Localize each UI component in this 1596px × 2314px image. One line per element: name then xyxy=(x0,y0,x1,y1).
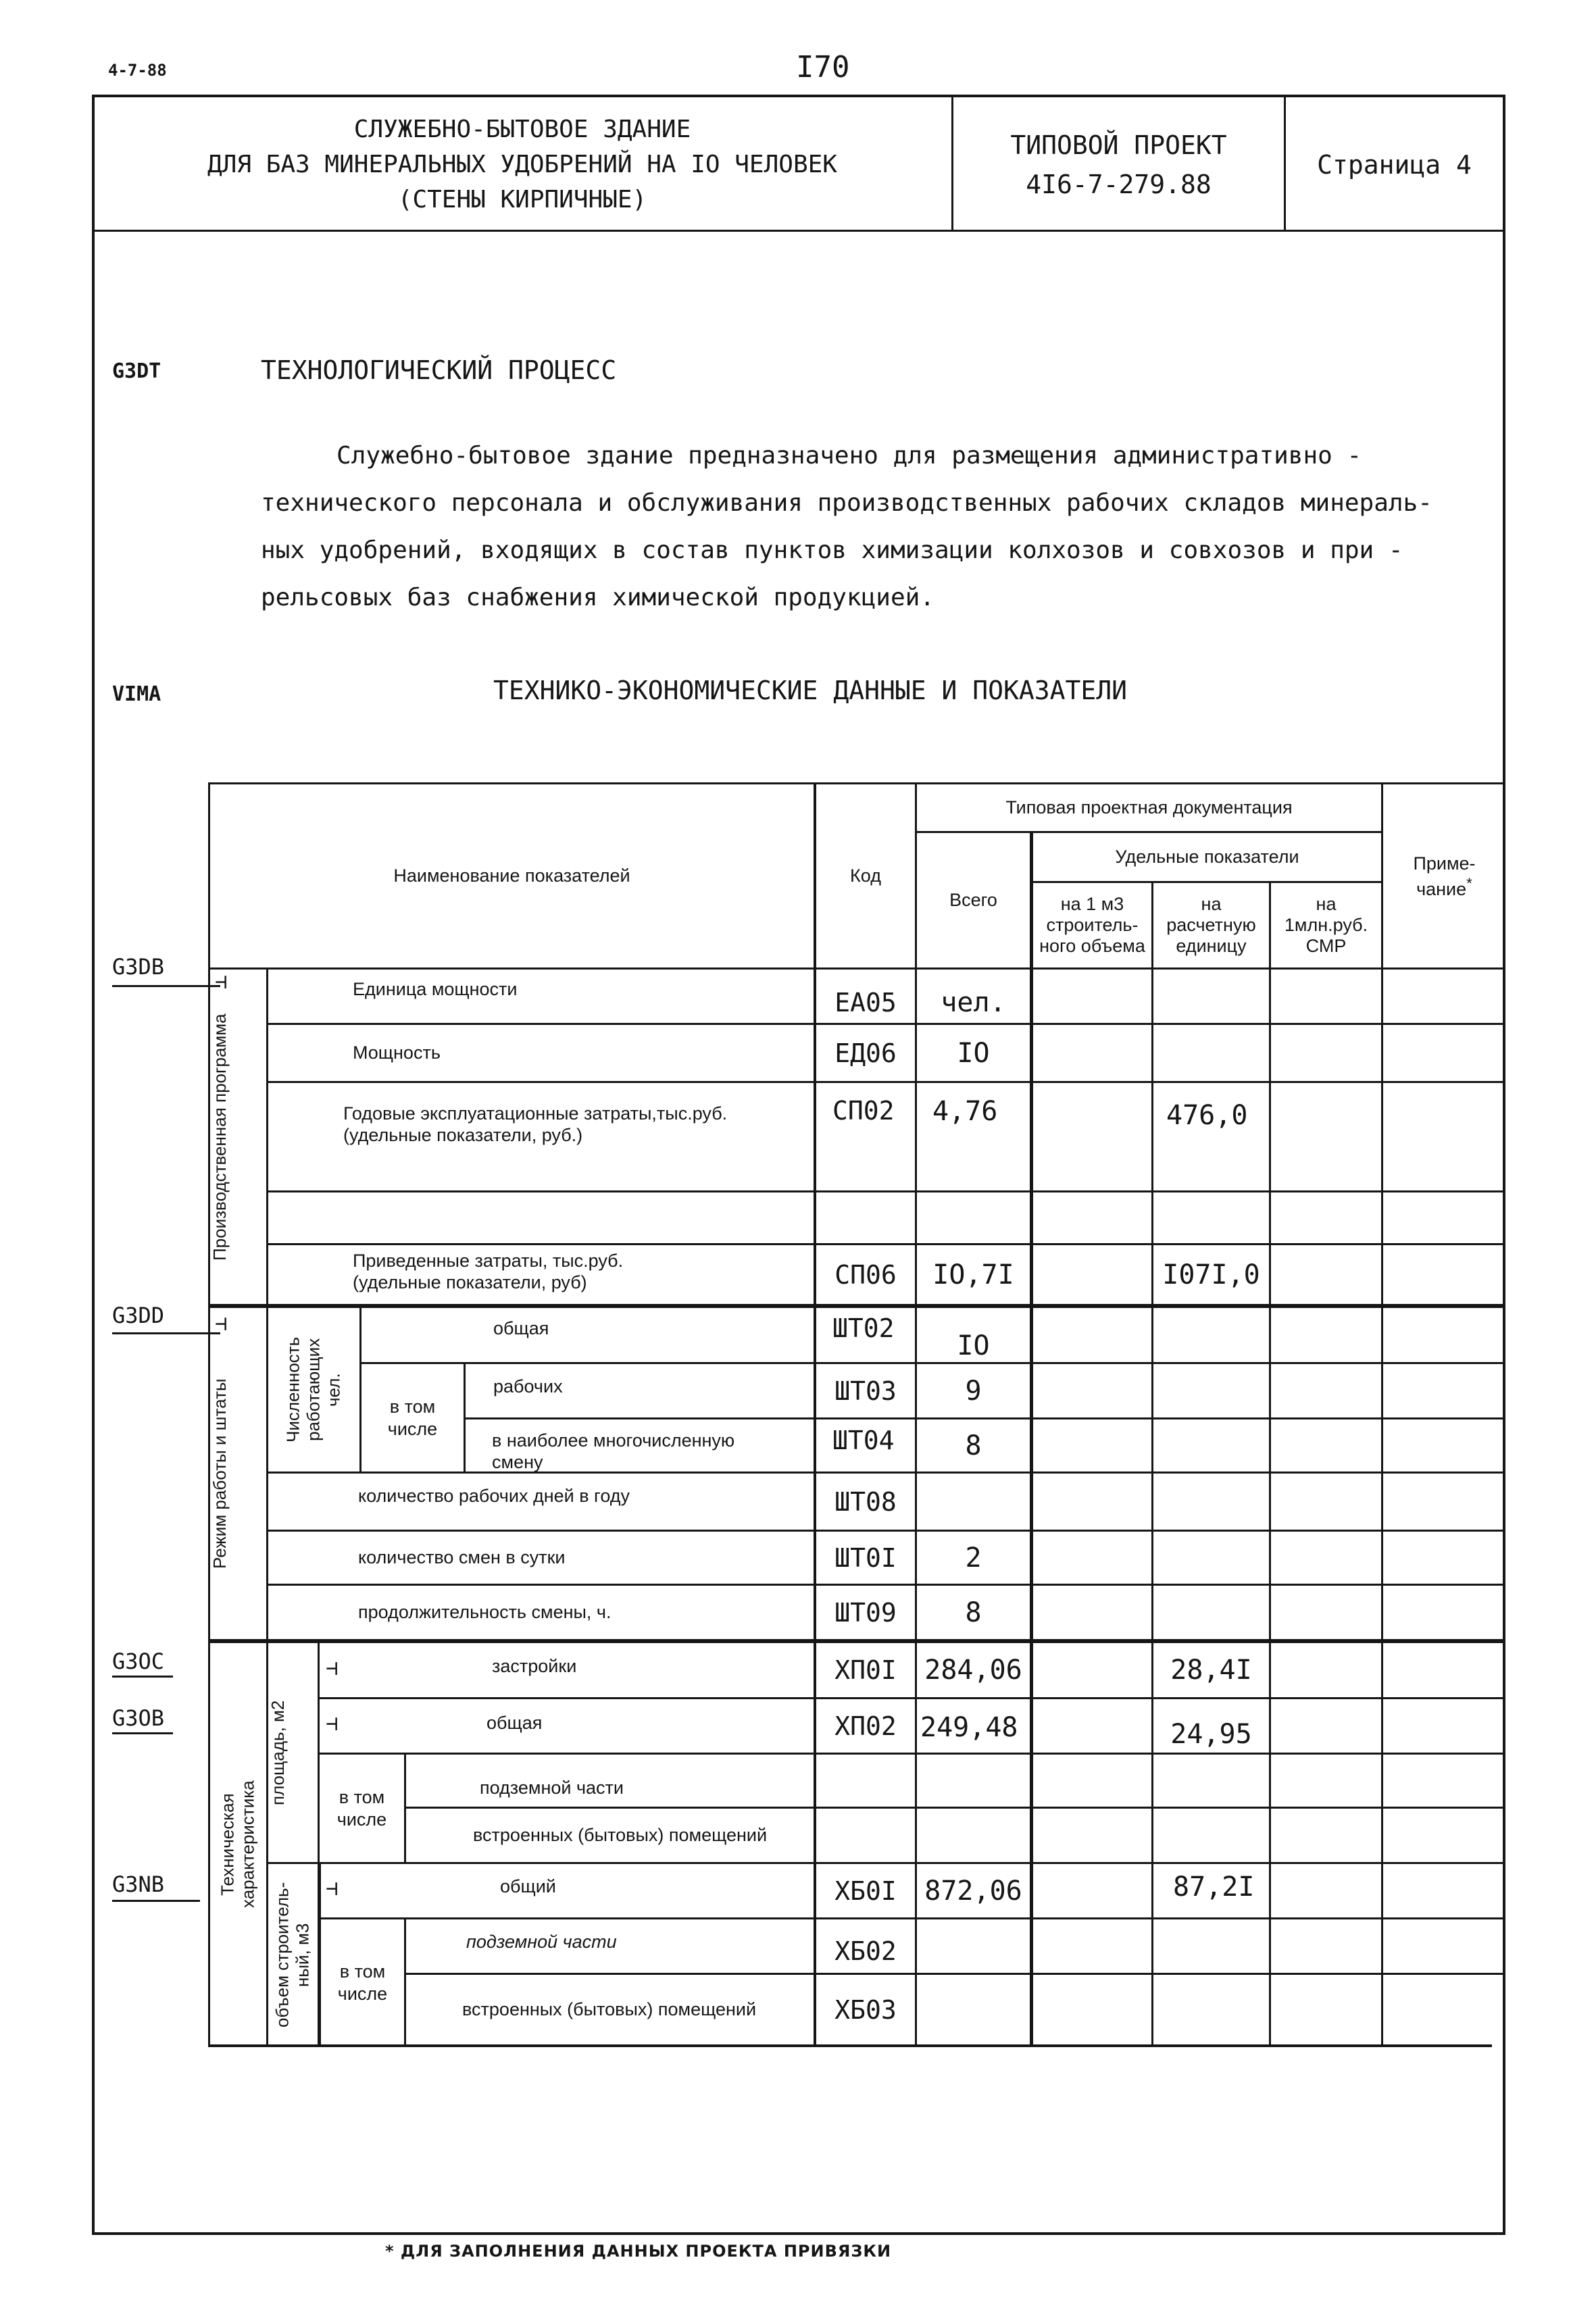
row-name-staff-workers: рабочих xyxy=(493,1376,563,1397)
row-code-staff-shift: ШТ04 xyxy=(832,1426,895,1455)
row-name-annual xyxy=(343,1103,727,1147)
per-unit-line: расчетную xyxy=(1166,914,1256,935)
row-total-staff-total: IО xyxy=(957,1330,990,1361)
per-mln-line: 1млн.руб. xyxy=(1284,914,1368,935)
per-mln-line: на xyxy=(1316,893,1337,914)
page-number: I70 xyxy=(796,50,850,84)
section-code-vima: VIMA xyxy=(112,682,161,706)
row-perunit-vol-total: 87,2I xyxy=(1173,1871,1255,1903)
doc-date: 4-7-88 xyxy=(108,61,167,80)
reduced-line: Приведенные затраты, тыс.руб. xyxy=(353,1251,624,1271)
row-marker: ⊣ xyxy=(326,1877,339,1901)
tech-line: Техническая xyxy=(217,1793,238,1896)
row-total-reduced: IО,7I xyxy=(932,1259,1014,1290)
incl-line: в том xyxy=(339,1787,385,1808)
row-total-area-build: 284,06 xyxy=(924,1655,1022,1686)
row-total-shifts: 2 xyxy=(965,1542,982,1574)
row-code-staff-workers: ШТ03 xyxy=(834,1376,897,1406)
incl-line: в том xyxy=(339,1961,386,1982)
row-code-area-build: ХП0I xyxy=(834,1655,897,1685)
margin-code-g3oc: G3OC xyxy=(112,1649,165,1674)
row-name-capacity: Мощность xyxy=(353,1042,441,1063)
per-m3-line: строитель- xyxy=(1046,914,1139,935)
row-name-shift-len: продолжительность смены, ч. xyxy=(358,1602,612,1623)
row-total-staff-shift: 8 xyxy=(965,1430,982,1461)
row-total-vol-built-in xyxy=(917,1975,1030,2044)
row-total-shift-len: 8 xyxy=(965,1596,982,1628)
footnote: * ДЛЯ ЗАПОЛНЕНИЯ ДАННЫХ ПРОЕКТА ПРИВЯЗКИ xyxy=(385,2242,892,2261)
project-block xyxy=(953,100,1284,230)
title-block xyxy=(95,100,950,230)
group-regime: Режим работы и штаты xyxy=(209,1378,230,1569)
row-marker: ⊣ xyxy=(326,1712,339,1736)
title-line-2: ДЛЯ БАЗ МИНЕРАЛЬНЫХ УДОБРЕНИЙ НА IО ЧЕЛОВЕК xyxy=(207,151,837,178)
paragraph-line-2: технического персонала и обслуживания производственных рабочих складов минераль- xyxy=(261,489,1432,517)
annual-line: (удельные показатели, руб.) xyxy=(343,1125,583,1146)
staff-shift-line: в наиболее многочисленную xyxy=(492,1430,735,1451)
incl-line: числе xyxy=(387,1418,438,1439)
row-total-vol-under xyxy=(917,1919,1030,1973)
tech-paragraph xyxy=(261,432,1432,622)
row-total-area-total: 249,48 xyxy=(920,1712,1018,1743)
row-name-unit: Единица мощности xyxy=(353,979,518,999)
incl-staff xyxy=(361,1364,464,1472)
row-code-work-days: ШТ08 xyxy=(834,1486,897,1517)
row-code-shifts: ШТ0I xyxy=(834,1542,897,1573)
row-total-capacity: IО xyxy=(957,1037,990,1069)
row-code-vol-built-in: ХБ03 xyxy=(834,1994,897,2025)
row-code-vol-under: ХБ02 xyxy=(834,1936,897,1966)
tech-process-title: ТЕХНОЛОГИЧЕСКИЙ ПРОЦЕСС xyxy=(261,355,617,385)
row-code-reduced: СП06 xyxy=(834,1259,897,1290)
row-code-shift-len: ШТ09 xyxy=(834,1597,897,1628)
col-head-specific: Удельные показатели xyxy=(1115,846,1299,867)
per-unit-line: единицу xyxy=(1176,936,1247,957)
row-name-vol-built-in: встроенных (бытовых) помещений xyxy=(462,1999,757,2020)
col-head-code: Код xyxy=(850,865,881,886)
page-label: Страница 4 xyxy=(1317,150,1472,180)
project-number: 4I6-7-279.88 xyxy=(1026,170,1212,199)
col-head-per-unit xyxy=(1153,883,1269,967)
row-code-area-built-in xyxy=(816,1809,915,1862)
volume-line: ный, м3 xyxy=(292,1923,313,1987)
paragraph-line-4: рельсовых баз снабжения химической продукцией. xyxy=(261,584,934,611)
incl-line: числе xyxy=(337,1983,388,2004)
incl-line: в том xyxy=(389,1397,436,1417)
row-name-vol-under: подземной части xyxy=(466,1932,617,1952)
annual-line: Годовые эксплуатационные затраты,тыс.руб. xyxy=(343,1103,728,1124)
row-marker: ⊣ xyxy=(326,1657,339,1680)
incl-area xyxy=(320,1755,404,1862)
row-perunit-area-total: 24,95 xyxy=(1170,1718,1252,1750)
row-total-work-days xyxy=(917,1474,1030,1530)
row-name-shifts: количество смен в сутки xyxy=(358,1547,566,1568)
col-head-name: Наименование показателей xyxy=(393,865,630,886)
project-label: ТИПОВОЙ ПРОЕКТ xyxy=(1010,130,1227,160)
row-total-annual: 4,76 xyxy=(932,1096,998,1127)
per-m3-line: на 1 м3 xyxy=(1060,893,1124,914)
note-mark: * xyxy=(1466,875,1472,892)
col-head-note xyxy=(1383,853,1505,901)
group-tech xyxy=(210,1643,266,2046)
volume-line: объем строитель- xyxy=(272,1882,293,2028)
row-name-area-build: застройки xyxy=(492,1656,577,1676)
title-line-3: (СТЕНЫ КИРПИЧНЫЕ) xyxy=(397,186,647,213)
row-name-area-built-in: встроенных (бытовых) помещений xyxy=(473,1825,768,1846)
row-name-staff-shift xyxy=(492,1430,734,1474)
incl-line: числе xyxy=(336,1809,387,1830)
row-name-work-days: количество рабочих дней в году xyxy=(358,1486,630,1506)
row-name-staff-total: общая xyxy=(493,1318,549,1338)
row-name-vol-total: общий xyxy=(500,1876,556,1896)
group-production: Производственная программа xyxy=(209,1013,230,1261)
row-code-staff-total: ШТ02 xyxy=(832,1313,895,1343)
note-line: Приме- xyxy=(1413,853,1476,874)
row-perunit-annual: 476,0 xyxy=(1166,1100,1248,1131)
col-head-total: Всего xyxy=(949,889,997,910)
per-mln-line: СМР xyxy=(1305,936,1347,957)
row-total-area-built-in xyxy=(917,1809,1030,1862)
row-total-area-under xyxy=(917,1755,1030,1807)
per-unit-line: на xyxy=(1201,893,1222,914)
margin-code-g3nb: G3NB xyxy=(112,1871,165,1897)
row-marker: ⊣ xyxy=(215,970,228,994)
row-code-unit: ЕА05 xyxy=(834,987,897,1017)
title-line-1: СЛУЖЕБНО-БЫТОВОЕ ЗДАНИЕ xyxy=(353,116,691,143)
row-total-staff-workers: 9 xyxy=(965,1375,982,1407)
note-line: чание* xyxy=(1416,875,1472,900)
col-head-typical: Типовая проектная документация xyxy=(1005,797,1293,818)
data-section-title: ТЕХНИКО-ЭКОНОМИЧЕСКИЕ ДАННЫЕ И ПОКАЗАТЕЛИ xyxy=(493,676,1127,705)
row-code-capacity: ЕД06 xyxy=(834,1038,897,1068)
row-perunit-area-build: 28,4I xyxy=(1170,1655,1252,1686)
staff-shift-line: смену xyxy=(492,1452,543,1473)
per-m3-line: ного объема xyxy=(1039,936,1145,957)
row-total-unit: чел. xyxy=(941,986,1006,1018)
row-code-annual: СП02 xyxy=(832,1096,895,1126)
paragraph-line-3: ных удобрений, входящих в состав пунктов химизации колхозов и совхозов и при - xyxy=(261,536,1403,564)
incl-volume xyxy=(321,1919,404,2046)
tech-line: характеристика xyxy=(237,1780,258,1909)
group-staff-count xyxy=(268,1308,359,1472)
section-code-g3dt: G3DT xyxy=(112,359,161,383)
staff-count-line: работающих xyxy=(303,1338,324,1442)
row-marker: ⊣ xyxy=(215,1312,228,1336)
paragraph-line-1: Служебно-бытовое здание предназначено для размещения административно - xyxy=(336,442,1362,470)
row-name-area-total: общая xyxy=(487,1713,543,1733)
staff-count-line: чел. xyxy=(323,1373,344,1407)
group-area: площадь, м2 xyxy=(268,1700,288,1805)
row-code-vol-total: ХБ0I xyxy=(834,1876,897,1906)
margin-code-g3db: G3DB xyxy=(112,954,165,980)
row-code-area-under xyxy=(816,1755,915,1807)
row-perunit-reduced: I07I,0 xyxy=(1162,1259,1260,1290)
row-code-area-total: ХП02 xyxy=(834,1711,897,1741)
reduced-line: (удельные показатели, руб) xyxy=(353,1272,587,1293)
row-total-vol-total: 872,06 xyxy=(924,1875,1022,1907)
col-head-per-mln xyxy=(1271,883,1381,967)
margin-code-g3dd: G3DD xyxy=(112,1303,165,1328)
row-name-area-under: подземной части xyxy=(480,1778,624,1798)
margin-code-g3ob: G3OB xyxy=(112,1705,165,1731)
col-head-per-m3 xyxy=(1033,883,1151,967)
row-name-reduced xyxy=(353,1250,623,1294)
staff-count-line: Численность xyxy=(282,1336,303,1443)
group-volume xyxy=(268,1864,318,2046)
